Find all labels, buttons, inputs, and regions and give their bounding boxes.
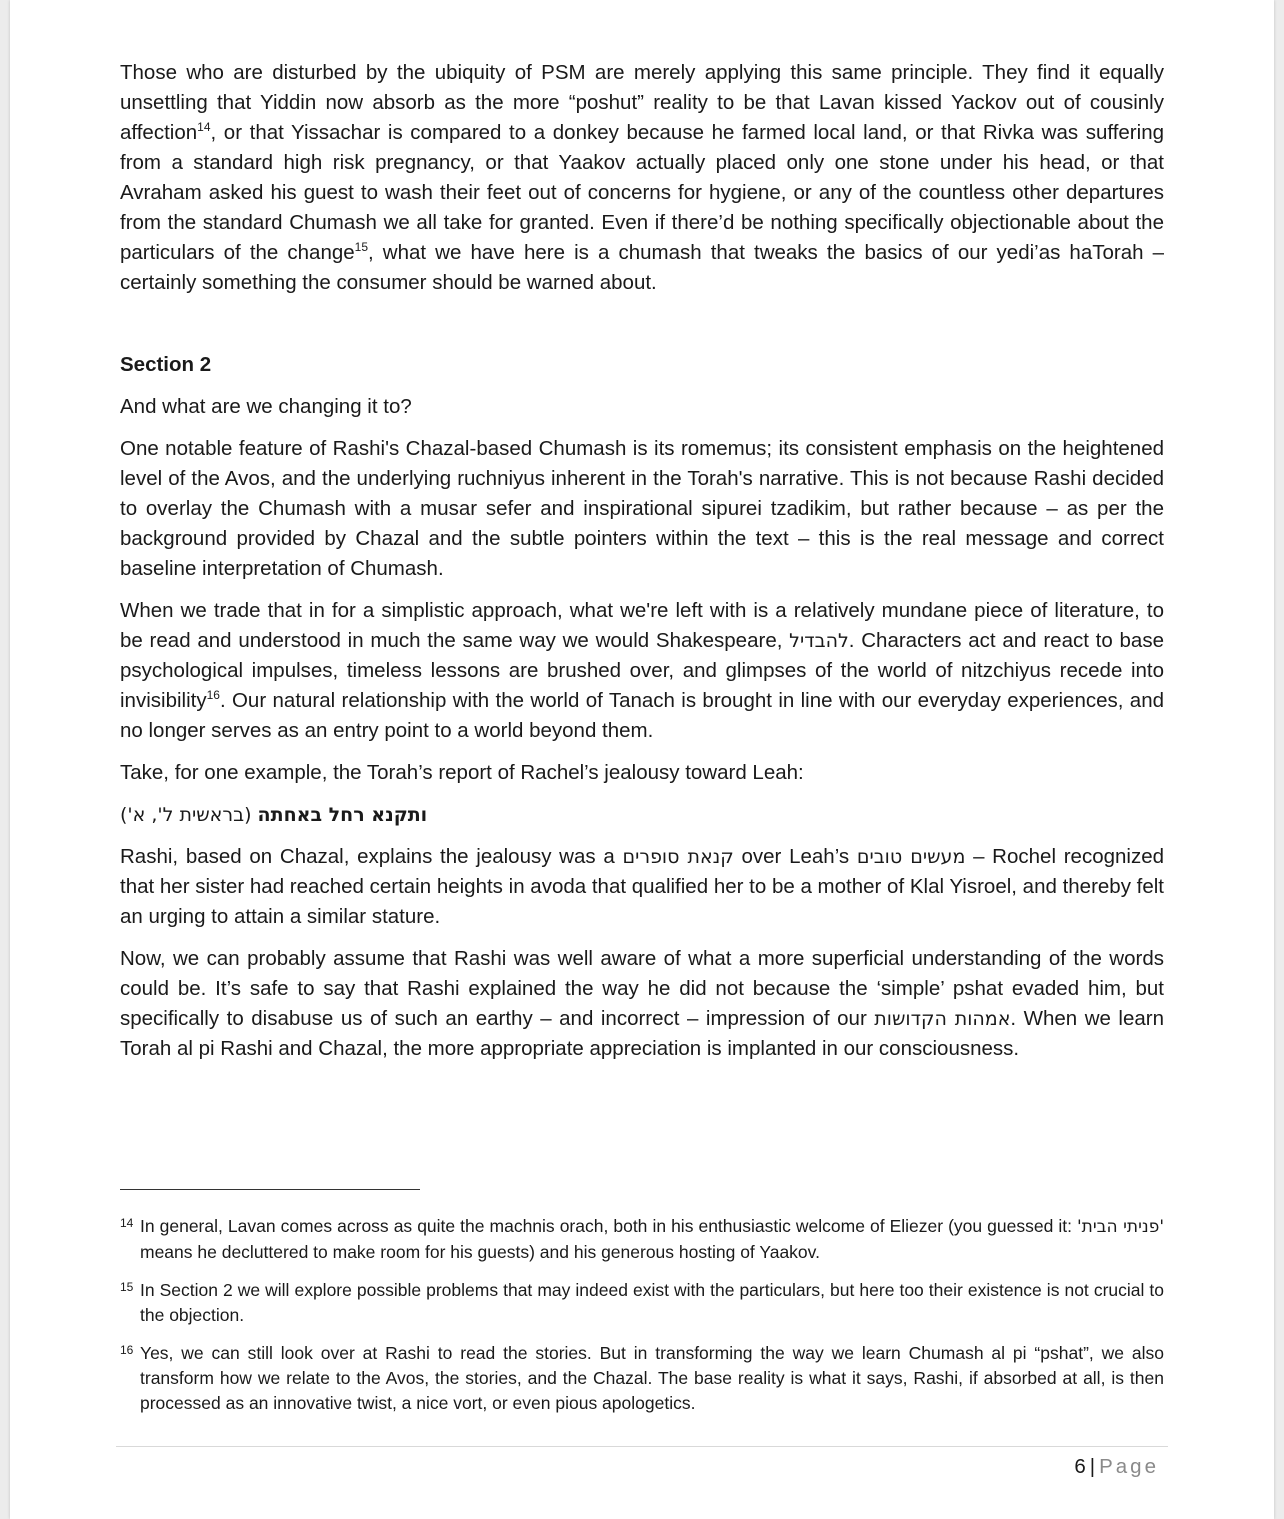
hebrew-phrase: מעשים טובים	[856, 846, 966, 868]
paragraph-example-intro: Take, for one example, the Torah’s report of Rachel’s jealousy toward Leah:	[120, 761, 804, 784]
hebrew-quote	[120, 800, 1164, 830]
hebrew-quote-text	[120, 804, 427, 826]
footnote-number: 14	[120, 1216, 134, 1230]
paragraph-romemus: One notable feature of Rashi's Chazal-based Chumash is its romemus; its consistent emphasis on the heightened level of the Avos, and the underlying ruchniyus inherent in the Torah's narrative. This is not because Rashi decided to overlay the Chumash with a musar sefer and inspirational sipurei tzadikim, but rather because – as per the background provided by Chazal and the subtle pointers within the text – this is the real message and correct baseline interpretation of Chumash.	[120, 437, 1164, 580]
paragraph-superficial-understanding	[120, 944, 1164, 1064]
hebrew-word: להבדיל	[789, 630, 849, 652]
text-run: Now, we can probably assume that Rashi was well aware of what a more superficial understanding of the words could be. It’s safe to say that Rashi explained the way he did not because the ‘simple’ pshat evaded him, but specifically to disabuse us of such an earthy – and incorrect – impression of our	[120, 947, 1164, 1030]
text-run: means he decluttered to make room for his guests) and his generous hosting of Yaakov.	[140, 1242, 820, 1262]
paragraph-simplistic-approach	[120, 596, 1164, 746]
text-run: Yes, we can still look over at Rashi to read the stories. But in transforming the way we learn Chumash al pi “pshat”, we also transform how we relate to the Avos, the stories, and the Chazal. The base reality is what it says, Rashi, if absorbed at all, is then processed as an innovative twist, a nice vort, or even pious apologetics.	[140, 1343, 1164, 1413]
footnote-ref-14[interactable]: 14	[197, 120, 211, 135]
paragraph-rashi-explains	[120, 842, 1164, 932]
text-run: . Our natural relationship with the world of Tanach is brought in line with our everyday experiences, and no longer serves as an entry point to a world beyond them.	[120, 689, 1164, 742]
page-number	[1074, 1452, 1159, 1482]
text-run: When we trade that in for a simplistic approach, what we're left with is a relatively mundane piece of literature, to be read and understood in much the same way we would Shakespeare,	[120, 599, 1164, 652]
document-page	[10, 0, 1274, 1519]
footnote-number: 15	[120, 1280, 134, 1294]
text-run: In general, Lavan comes across as quite the machnis orach, both in his enthusiastic welcome of Eliezer (you guessed it:	[140, 1216, 1077, 1236]
text-run: Those who are disturbed by the ubiquity of PSM are merely applying this same principle. They find it equally unsettling that Yiddin now absorb as the more “poshut” reality to be that Lavan kissed Yackov out of cousinly affection	[120, 61, 1164, 144]
footnote-14	[120, 1214, 1164, 1265]
footer-rule	[116, 1446, 1168, 1447]
text-run: In Section 2 we will explore possible problems that may indeed exist with the particulars, but here too their existence is not crucial to the objection.	[140, 1280, 1164, 1325]
page-number-separator: |	[1089, 1455, 1096, 1478]
footnote-ref-16[interactable]: 16	[206, 688, 220, 703]
footnote-number: 16	[120, 1343, 134, 1357]
hebrew-quote-reference: (בראשית ל', א')	[120, 804, 252, 826]
text-run: over Leah’s	[733, 845, 857, 868]
footnotes	[120, 1214, 1164, 1429]
section-heading: Section 2	[120, 353, 212, 376]
text-run: . Characters act and react to base psychological impulses, timeless lessons are brushed over, and glimpses of the world of nitzchiyus recede into invisibility	[120, 629, 1164, 712]
page-number-value: 6	[1074, 1455, 1086, 1478]
footnote-15	[120, 1278, 1164, 1328]
page-label: Page	[1099, 1455, 1159, 1478]
hebrew-phrase: קנאת סופרים	[622, 846, 734, 868]
hebrew-phrase: 'פניתי הבית'	[1076, 1217, 1165, 1237]
body-text	[120, 58, 1164, 1076]
paragraph-question: And what are we changing it to?	[120, 395, 412, 418]
text-run: , what we have here is a chumash that tweaks the basics of our yedi’as haTorah – certainly something the consumer should be warned about.	[120, 241, 1164, 294]
hebrew-quote-bold: ותקנא רחל באחתה	[257, 804, 428, 826]
footnote-separator	[120, 1189, 420, 1190]
text-run: Rashi, based on Chazal, explains the jealousy was a	[120, 845, 623, 868]
text-run: . When we learn Torah al pi Rashi and Chazal, the more appropriate appreciation is implanted in our consciousness.	[120, 1007, 1165, 1060]
text-run: – Rochel recognized that her sister had reached certain heights in avoda that qualified her to be a mother of Klal Yisroel, and thereby felt an urging to attain a similar stature.	[120, 845, 1164, 928]
footnote-16	[120, 1341, 1164, 1416]
hebrew-phrase: אמהות הקדושות	[874, 1008, 1011, 1030]
paragraph-psm	[120, 58, 1164, 298]
text-run: , or that Yissachar is compared to a donkey because he farmed local land, or that Rivka was suffering from a standard high risk pregnancy, or that Yaakov actually placed only one stone under his head, or that Avraham asked his guest to wash their feet out of concerns for hygiene, or any of the countless other departures from the standard Chumash we all take for granted. Even if there’d be nothing specifically objectionable about the particulars of the change	[120, 121, 1164, 264]
footnote-ref-15[interactable]: 15	[354, 240, 369, 255]
